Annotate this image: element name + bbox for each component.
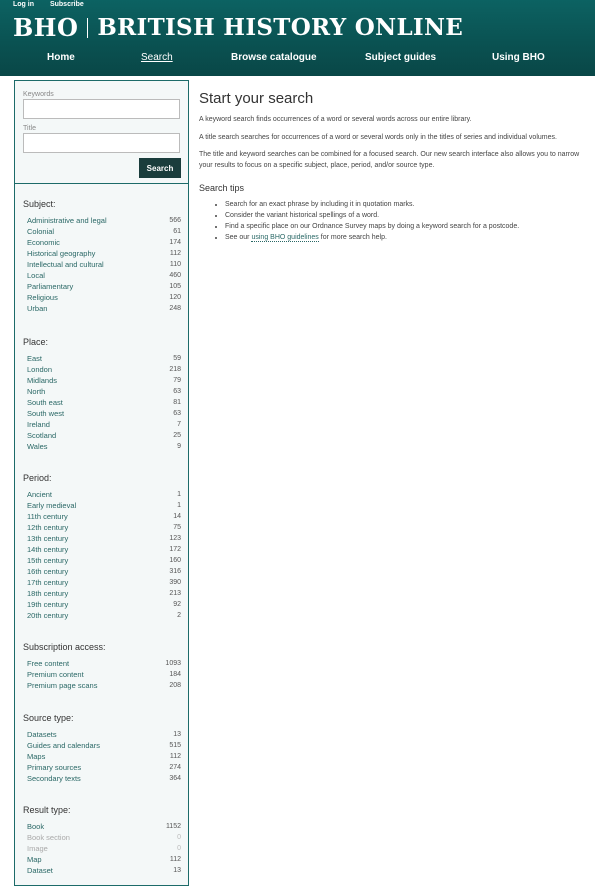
- facet-option-label: Parliamentary: [27, 282, 74, 291]
- facet-option-label: Map: [27, 855, 42, 864]
- facet-option-label: 14th century: [27, 545, 69, 554]
- facet-option[interactable]: [27, 511, 181, 522]
- facet-option[interactable]: [27, 762, 181, 773]
- facet-option[interactable]: [27, 854, 181, 865]
- facet-option-count: 110: [169, 261, 181, 268]
- facet-option-count: 2: [177, 612, 181, 619]
- facet-option[interactable]: [27, 500, 181, 511]
- facet-option-label: Scotland: [27, 431, 57, 440]
- facet-option-label: 20th century: [27, 611, 69, 620]
- logo-abbreviation: BHO: [13, 13, 79, 42]
- subscribe-link[interactable]: Subscribe: [49, 1, 84, 8]
- facet-option[interactable]: [27, 353, 181, 364]
- nav-home[interactable]: Home: [47, 52, 75, 63]
- facet-option[interactable]: [27, 430, 181, 441]
- facet-option-count: 13: [173, 867, 181, 874]
- search-sidebar: [14, 80, 189, 886]
- facet-option-count: 75: [173, 524, 181, 531]
- facet-option[interactable]: [27, 658, 181, 669]
- facet-option-count: 123: [169, 535, 181, 542]
- facet-option[interactable]: [27, 248, 181, 259]
- facet-option[interactable]: [27, 270, 181, 281]
- facet-option-count: 174: [169, 239, 181, 246]
- facet-option[interactable]: [27, 821, 181, 832]
- facet-option-label: Image: [27, 844, 48, 853]
- facet-option-label: 17th century: [27, 578, 69, 587]
- facet-option-count: 112: [169, 753, 181, 760]
- main-nav: [0, 52, 595, 66]
- facet-option[interactable]: [27, 740, 181, 751]
- facet-heading: Subscription access:: [23, 642, 106, 652]
- facet-list: [23, 729, 181, 784]
- facet-option-count: 1: [177, 491, 181, 498]
- facet-option-count: 7: [177, 421, 181, 428]
- facet-option-label: Dataset: [27, 866, 53, 875]
- facet-option-count: 59: [173, 355, 181, 362]
- facet-option[interactable]: [27, 599, 181, 610]
- facet-option-label: Guides and calendars: [27, 741, 100, 750]
- keyword-search-description: A keyword search finds occurrences of a word or several words across our entire library.: [199, 116, 472, 123]
- facet-option[interactable]: [27, 588, 181, 599]
- facet-option-count: 1093: [165, 660, 181, 667]
- facet-option[interactable]: [27, 226, 181, 237]
- facet-option-label: Premium page scans: [27, 681, 98, 690]
- facet-option-label: 15th century: [27, 556, 69, 565]
- facet-option[interactable]: [27, 375, 181, 386]
- facet-option-label: London: [27, 365, 53, 374]
- facet-option-count: 274: [169, 764, 181, 771]
- facet-option[interactable]: [27, 215, 181, 226]
- facet-option-label: Ireland: [27, 420, 50, 429]
- facet-option[interactable]: [27, 237, 181, 248]
- facet-option[interactable]: [27, 577, 181, 588]
- facet-option[interactable]: [27, 865, 181, 876]
- facet-option[interactable]: [27, 751, 181, 762]
- facet-option-count: 390: [169, 579, 181, 586]
- facet-option-count: 213: [169, 590, 181, 597]
- facet-option-count: 63: [173, 410, 181, 417]
- main-content: [199, 90, 589, 243]
- facet-option-count: 112: [169, 856, 181, 863]
- facet-option-count: 63: [173, 388, 181, 395]
- facet-option[interactable]: [27, 364, 181, 375]
- facet-list: [23, 821, 181, 876]
- facet-option: [27, 832, 181, 843]
- facet-list: [23, 215, 181, 314]
- keywords-label: Keywords: [23, 91, 54, 98]
- title-search-description: A title search searches for occurrences of a word or several words only in the titles of series and individual volumes.: [199, 133, 557, 141]
- page-title: Start your search: [199, 90, 314, 107]
- facet-option-label: Ancient: [27, 490, 53, 499]
- facet-heading: Source type:: [23, 713, 74, 723]
- keywords-input[interactable]: [23, 99, 180, 119]
- site-header: [0, 0, 595, 76]
- facet-option-count: 13: [173, 731, 181, 738]
- facet-option: [27, 843, 181, 854]
- facet-option[interactable]: [27, 533, 181, 544]
- facet-option[interactable]: [27, 259, 181, 270]
- facet-option-count: 208: [169, 682, 181, 689]
- facet-option[interactable]: [27, 408, 181, 419]
- login-link[interactable]: Log in: [13, 1, 34, 8]
- facet-option[interactable]: [27, 281, 181, 292]
- facet-option-count: 316: [169, 568, 181, 575]
- facet-option-label: Secondary texts: [27, 774, 81, 783]
- facet-option[interactable]: [27, 566, 181, 577]
- facet-option-label: Primary sources: [27, 763, 82, 772]
- search-tip: [225, 232, 589, 243]
- search-button[interactable]: Search: [139, 158, 181, 178]
- facet-option-label: Datasets: [27, 730, 57, 739]
- search-tip: • Search for an exact phrase by including it in quotation marks.: [225, 199, 589, 210]
- facet-option-count: 160: [169, 557, 181, 564]
- facet-option-label: Book: [27, 822, 45, 831]
- facet-option-count: 1: [177, 502, 181, 509]
- facet-option-count: 364: [169, 775, 181, 782]
- facet-option[interactable]: [27, 669, 181, 680]
- facet-option-label: Urban: [27, 304, 48, 313]
- title-label: Title: [23, 125, 36, 132]
- tip-text-before: See our: [225, 234, 250, 241]
- facet-option-count: 79: [173, 377, 181, 384]
- facet-option[interactable]: [27, 522, 181, 533]
- nav-using-bho[interactable]: Using BHO: [492, 52, 545, 63]
- facet-option-count: 81: [173, 399, 181, 406]
- search-tip: • Consider the variant historical spellings of a word.: [225, 210, 589, 221]
- combined-search-description: The title and keyword searches can be combined for a focused search. Our new search interface also allows you to narrow your results to focus on a specific subject, place, period, and/or source type.: [199, 151, 580, 169]
- facet-option-count: 248: [169, 305, 181, 312]
- facet-option-label: Religious: [27, 293, 58, 302]
- facet-option-label: Midlands: [27, 376, 58, 385]
- facet-option[interactable]: [27, 555, 181, 566]
- facet-heading: Result type:: [23, 805, 71, 815]
- facet-group: [23, 337, 181, 452]
- search-tips-list: [199, 199, 589, 243]
- facet-option-label: Intellectual and cultural: [27, 260, 104, 269]
- nav-subject-guides[interactable]: Subject guides: [365, 52, 437, 63]
- facet-option[interactable]: [27, 773, 181, 784]
- facet-group: [23, 473, 181, 621]
- facet-option-count: 172: [169, 546, 181, 553]
- facet-option-label: North: [27, 387, 46, 396]
- facet-option-count: 184: [169, 671, 181, 678]
- facet-option-label: Local: [27, 271, 45, 280]
- facet-option-label: Premium content: [27, 670, 84, 679]
- facet-option-label: Book section: [27, 833, 70, 842]
- facet-option[interactable]: [27, 397, 181, 408]
- facet-heading: Period:: [23, 473, 52, 483]
- facet-option-count: 105: [169, 283, 181, 290]
- search-tips-heading: Search tips: [199, 183, 245, 193]
- facet-option-count: 0: [177, 845, 181, 852]
- facet-heading: Subject:: [23, 199, 56, 209]
- guidelines-link[interactable]: using BHO guidelines: [251, 234, 319, 241]
- facet-option-label: 16th century: [27, 567, 69, 576]
- facet-option-label: 13th century: [27, 534, 69, 543]
- facet-list: [23, 353, 181, 452]
- search-tip: • Find a specific place on our Ordnance Survey maps by doing a keyword search for a postcode.: [225, 221, 589, 232]
- facet-group: [23, 642, 181, 691]
- facet-option-count: 14: [173, 513, 181, 520]
- nav-search[interactable]: Search: [141, 52, 173, 63]
- facet-option[interactable]: [27, 303, 181, 314]
- facet-option-label: South west: [27, 409, 65, 418]
- facet-option[interactable]: [27, 680, 181, 691]
- facet-option-label: South east: [27, 398, 63, 407]
- facet-option-label: 12th century: [27, 523, 69, 532]
- facet-option-label: 19th century: [27, 600, 69, 609]
- facet-option-count: 1152: [165, 823, 181, 830]
- facet-option-label: Administrative and legal: [27, 216, 107, 225]
- facet-option-label: East: [27, 354, 43, 363]
- facet-option[interactable]: [27, 489, 181, 500]
- nav-browse-catalogue[interactable]: Browse catalogue: [231, 52, 317, 63]
- facet-option-count: 218: [169, 366, 181, 373]
- tip-text-after: for more search help.: [320, 234, 387, 241]
- facet-option[interactable]: [27, 292, 181, 303]
- title-input[interactable]: [23, 133, 180, 153]
- facet-option-count: 9: [177, 443, 181, 450]
- site-logo[interactable]: [13, 13, 463, 42]
- facet-group: [23, 713, 181, 784]
- logo-divider: [87, 18, 88, 38]
- facet-option-label: Wales: [27, 442, 48, 451]
- account-links: [13, 1, 98, 8]
- facet-option-count: 460: [169, 272, 181, 279]
- facet-option-count: 61: [173, 228, 181, 235]
- facet-option-label: Early medieval: [27, 501, 77, 510]
- facet-option-count: 112: [169, 250, 181, 257]
- facet-option[interactable]: [27, 729, 181, 740]
- logo-full-name: BRITISH HISTORY ONLINE: [97, 14, 464, 41]
- search-form: [15, 81, 188, 184]
- facet-heading: Place:: [23, 337, 49, 347]
- facet-option-label: Free content: [27, 659, 70, 668]
- facet-group: [23, 199, 181, 314]
- facet-option-count: 120: [169, 294, 181, 301]
- facet-option-count: 25: [173, 432, 181, 439]
- facet-option-count: 0: [177, 834, 181, 841]
- facet-list: [23, 658, 181, 691]
- facet-option-label: 18th century: [27, 589, 69, 598]
- facet-option-count: 566: [169, 217, 181, 224]
- facet-option-label: 11th century: [27, 512, 68, 521]
- facet-option[interactable]: [27, 544, 181, 555]
- facet-option[interactable]: [27, 419, 181, 430]
- facet-option-count: 92: [173, 601, 181, 608]
- facet-option[interactable]: [27, 610, 181, 621]
- facet-option-label: Economic: [27, 238, 60, 247]
- facet-list: [23, 489, 181, 621]
- facet-option-label: Colonial: [27, 227, 55, 236]
- facet-option[interactable]: [27, 386, 181, 397]
- facet-option-count: 515: [169, 742, 181, 749]
- facet-option-label: Historical geography: [27, 249, 96, 258]
- facet-option-label: Maps: [27, 752, 46, 761]
- facet-group: [23, 805, 181, 876]
- facet-option[interactable]: [27, 441, 181, 452]
